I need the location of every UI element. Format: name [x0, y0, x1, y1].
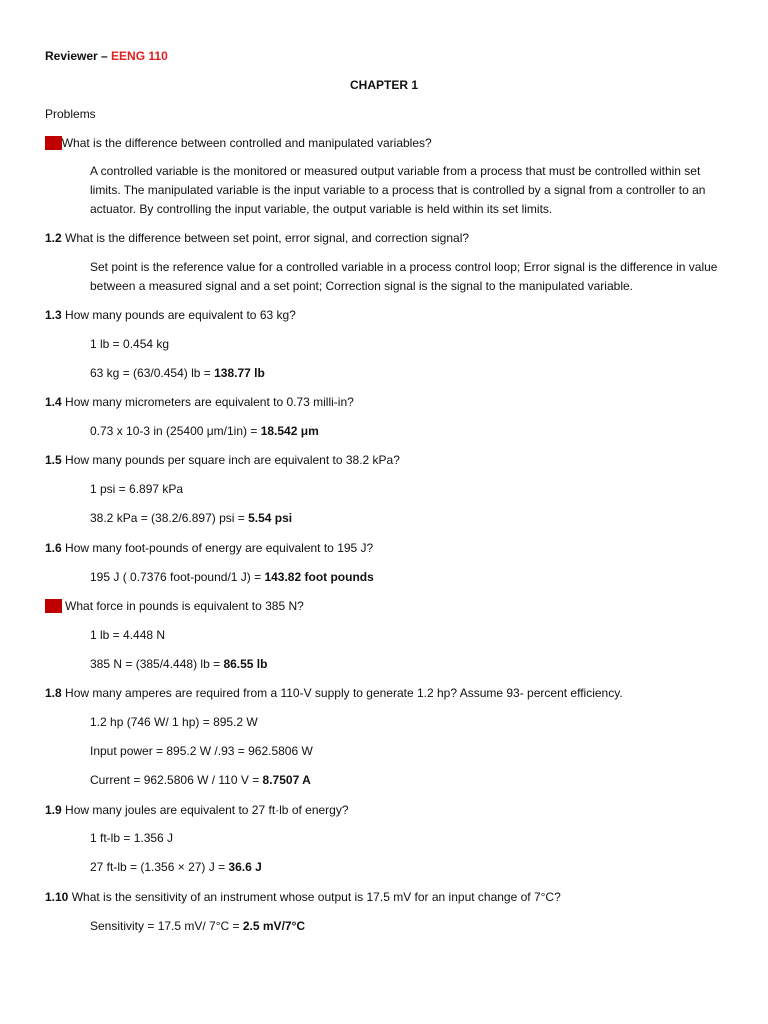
answer-value: 8.7507 A [262, 773, 311, 787]
chapter-title: CHAPTER 1 [349, 78, 418, 92]
problem-1-4-question [45, 394, 354, 410]
problem-1-7-question [45, 598, 304, 614]
problem-number: 1.10 [45, 890, 69, 904]
problem-number: 1.5 [45, 453, 62, 467]
solution-line: 385 N = (385/4.448) lb = 86.55 lb [90, 657, 268, 671]
problem-1-2-question [45, 230, 469, 246]
question-text: What force in pounds is equivalent to 385 N? [61, 599, 304, 613]
problem-1-1-question [45, 135, 432, 151]
problem-number: 1.6 [45, 541, 62, 555]
problem-number-highlight: 1.7 [45, 599, 62, 613]
problem-number: 1.8 [45, 686, 62, 700]
solution-line: 1 psi = 6.897 kPa [90, 482, 184, 496]
problem-1-1-answer: A controlled variable is the monitored or measured output variable from a process that must be controlled within set limits. The manipulated variable is the input variable to a process that is controlled by a signal from a controller to an actuator. By controlling the input variable, the output variable is held within its set limits. [90, 164, 706, 216]
question-text: How many pounds per square inch are equivalent to 38.2 kPa? [65, 453, 400, 467]
question-text: What is the sensitivity of an instrument whose output is 17.5 mV for an input change of 7°C? [71, 890, 561, 904]
solution-line: Current = 962.5806 W / 110 V = 8.7507 A [90, 773, 311, 787]
solution-line: Sensitivity = 17.5 mV/ 7°C = 2.5 mV/7°C [90, 919, 306, 933]
solution-line: 1.2 hp (746 W/ 1 hp) = 895.2 W [90, 715, 258, 729]
problem-1-8-question [45, 685, 623, 701]
answer-value: 138.77 lb [214, 366, 265, 380]
answer-value: 143.82 foot pounds [264, 570, 374, 584]
answer-value: 86.55 lb [223, 657, 268, 671]
solution-line: 1 lb = 4.448 N [90, 628, 166, 642]
question-text: How many amperes are required from a 110-V supply to generate 1.2 hp? Assume 93- percent efficiency. [65, 686, 623, 700]
problem-number: 1.2 [45, 231, 62, 245]
solution-line: 0.73 x 10-3 in (25400 μm/1in) = 18.542 μm [90, 424, 319, 438]
document-header [45, 48, 168, 64]
problem-number: 1.3 [45, 308, 62, 322]
solution-line: 195 J ( 0.7376 foot-pound/1 J) = 143.82 foot pounds [90, 570, 374, 584]
problem-1-6-question [45, 540, 373, 556]
answer-value: 18.542 μm [260, 424, 319, 438]
problem-1-3-question [45, 307, 296, 323]
solution-line: Input power = 895.2 W /.93 = 962.5806 W [90, 744, 313, 758]
problem-1-5-question [45, 452, 400, 468]
answer-value: 2.5 mV/7°C [242, 919, 306, 933]
question-text: How many pounds are equivalent to 63 kg? [65, 308, 296, 322]
problem-number: 1.4 [45, 395, 62, 409]
answer-value: 36.6 J [228, 860, 262, 874]
problem-number-highlight: 1.1 [45, 136, 62, 150]
question-text: What is the difference between controlled and manipulated variables? [61, 136, 432, 150]
question-text: What is the difference between set point, error signal, and correction signal? [65, 231, 470, 245]
question-text: How many joules are equivalent to 27 ft·lb of energy? [65, 803, 349, 817]
solution-line: 27 ft-lb = (1.356 × 27) J = 36.6 J [90, 860, 262, 874]
reviewer-label: Reviewer – [45, 49, 112, 63]
question-text: How many foot-pounds of energy are equivalent to 195 J? [65, 541, 374, 555]
question-text: How many micrometers are equivalent to 0.73 milli-in? [65, 395, 354, 409]
course-code: EENG 110 [111, 49, 168, 63]
problem-1-2-answer: Set point is the reference value for a controlled variable in a process control loop; Error signal is the difference in value between a measured signal and a set point; Correction signal is the signal to the manipulated variable. [90, 260, 718, 293]
solution-line: 38.2 kPa = (38.2/6.897) psi = 5.54 psi [90, 511, 293, 525]
section-title: Problems [45, 107, 96, 121]
problem-1-9-question [45, 802, 349, 818]
problem-number: 1.9 [45, 803, 62, 817]
solution-line: 1 ft-lb = 1.356 J [90, 831, 174, 845]
answer-value: 5.54 psi [248, 511, 293, 525]
problem-1-10-question [45, 889, 561, 905]
solution-line: 1 lb = 0.454 kg [90, 337, 170, 351]
solution-line: 63 kg = (63/0.454) lb = 138.77 lb [90, 366, 265, 380]
